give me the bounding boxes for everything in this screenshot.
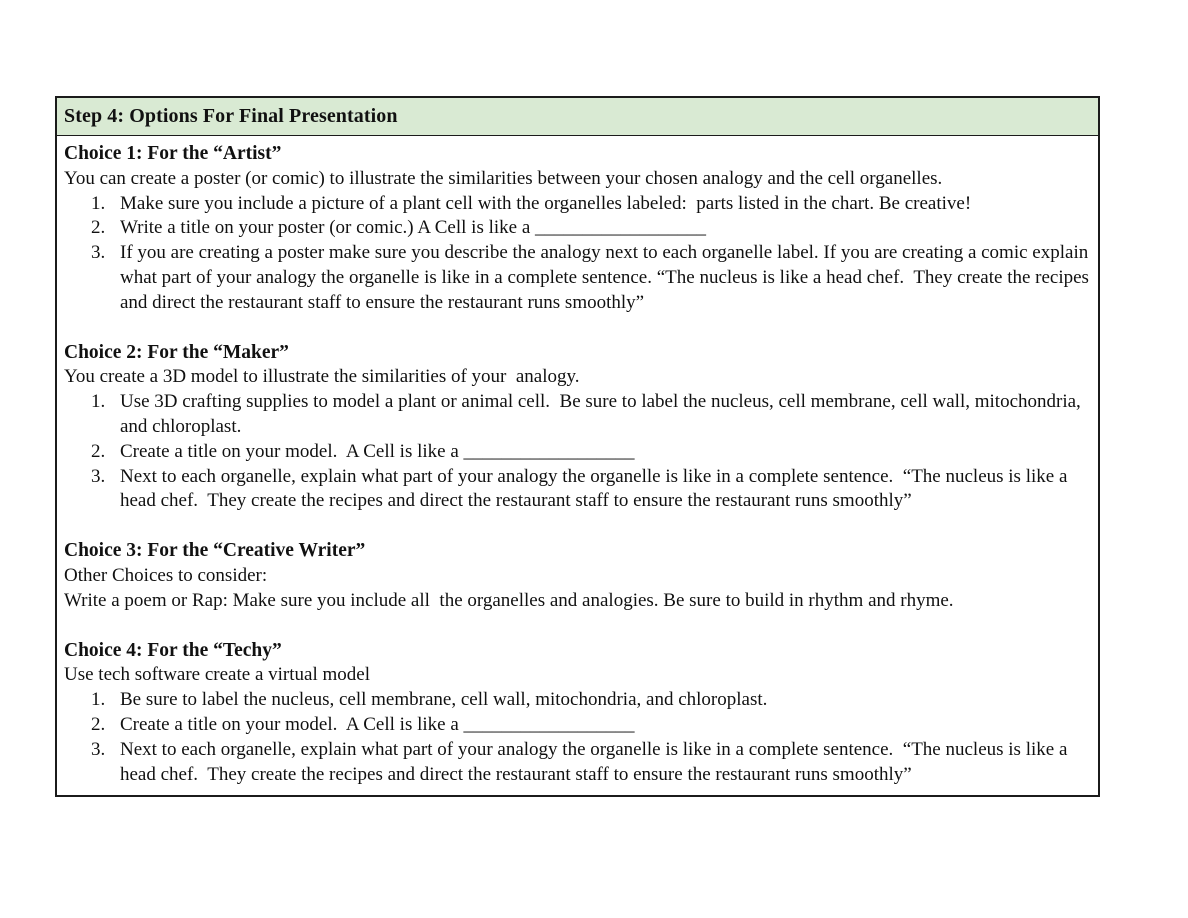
section-heading: Choice 4: For the “Techy”	[64, 639, 282, 661]
table-header-row	[57, 98, 1098, 136]
section-paragraph: Write a poem or Rap: Make sure you include all the organelles and analogies. Be sure to build in rhythm and rhyme.	[64, 589, 954, 611]
section-intro: Other Choices to consider:	[64, 564, 268, 586]
section-intro: You can create a poster (or comic) to illustrate the similarities between your chosen analogy and the cell organelles.	[64, 167, 943, 189]
list-item-number: 2.	[91, 440, 106, 462]
list-item-text: Be sure to label the nucleus, cell membrane, cell wall, mitochondria, and chloroplast.	[120, 689, 768, 711]
section-heading: Choice 3: For the “Creative Writer”	[64, 540, 366, 562]
list-item-number: 1.	[91, 391, 106, 413]
numbered-list	[64, 192, 1092, 316]
section-intro: Use tech software create a virtual model	[64, 664, 370, 686]
list-item	[64, 738, 1092, 788]
list-item-text: Create a title on your model. A Cell is like a __________________	[120, 440, 635, 462]
table-header-title: Step 4: Options For Final Presentation	[64, 105, 398, 127]
list-item-text: Next to each organelle, explain what part of your analogy the organelle is like in a complete sentence. “The nucleus is like a head chef. They create the recipes and direct the restaurant staff to ensure the restaurant runs smoothly”	[120, 738, 1073, 785]
list-item	[64, 241, 1092, 315]
section-choice-1	[64, 142, 1092, 316]
section-choice-2	[64, 341, 1092, 515]
list-item-number: 3.	[91, 242, 106, 264]
list-item-number: 2.	[91, 713, 106, 735]
table-body-cell	[57, 136, 1098, 795]
list-item-text: If you are creating a poster make sure you describe the analogy next to each organelle label. If you are creating a comic explain what part of your analogy the organelle is like in a complete sentence. “The nucleus is like a head chef. They create the recipes and direct the restaurant staff to ensure the restaurant runs smoothly”	[120, 242, 1094, 313]
section-intro: You create a 3D model to illustrate the similarities of your analogy.	[64, 366, 580, 388]
section-choice-4	[64, 639, 1092, 788]
list-item-number: 1.	[91, 689, 106, 711]
list-item-number: 2.	[91, 217, 106, 239]
list-item-number: 3.	[91, 465, 106, 487]
presentation-options-table	[55, 96, 1100, 797]
list-item-text: Next to each organelle, explain what part of your analogy the organelle is like in a complete sentence. “The nucleus is like a head chef. They create the recipes and direct the restaurant staff to ensure the restaurant runs smoothly”	[120, 465, 1073, 512]
list-item-text: Write a title on your poster (or comic.) A Cell is like a __________________	[120, 217, 707, 239]
list-item	[64, 216, 1092, 241]
list-item	[64, 440, 1092, 465]
list-item	[64, 390, 1092, 440]
numbered-list	[64, 688, 1092, 787]
list-item-number: 1.	[91, 192, 106, 214]
list-item	[64, 713, 1092, 738]
section-heading: Choice 1: For the “Artist”	[64, 143, 282, 164]
list-item-text: Make sure you include a picture of a plant cell with the organelles labeled: parts listed in the chart. Be creative!	[120, 192, 972, 214]
section-choice-3	[64, 539, 1092, 613]
list-item-text: Create a title on your model. A Cell is like a __________________	[120, 713, 635, 735]
list-item-number: 3.	[91, 738, 106, 760]
list-item-text: Use 3D crafting supplies to model a plant or animal cell. Be sure to label the nucleus, cell membrane, cell wall, mitochondria, and chloroplast.	[120, 391, 1086, 437]
list-item	[64, 688, 1092, 713]
section-heading: Choice 2: For the “Maker”	[64, 341, 289, 363]
list-item	[64, 465, 1092, 515]
list-item	[64, 192, 1092, 217]
numbered-list	[64, 390, 1092, 514]
